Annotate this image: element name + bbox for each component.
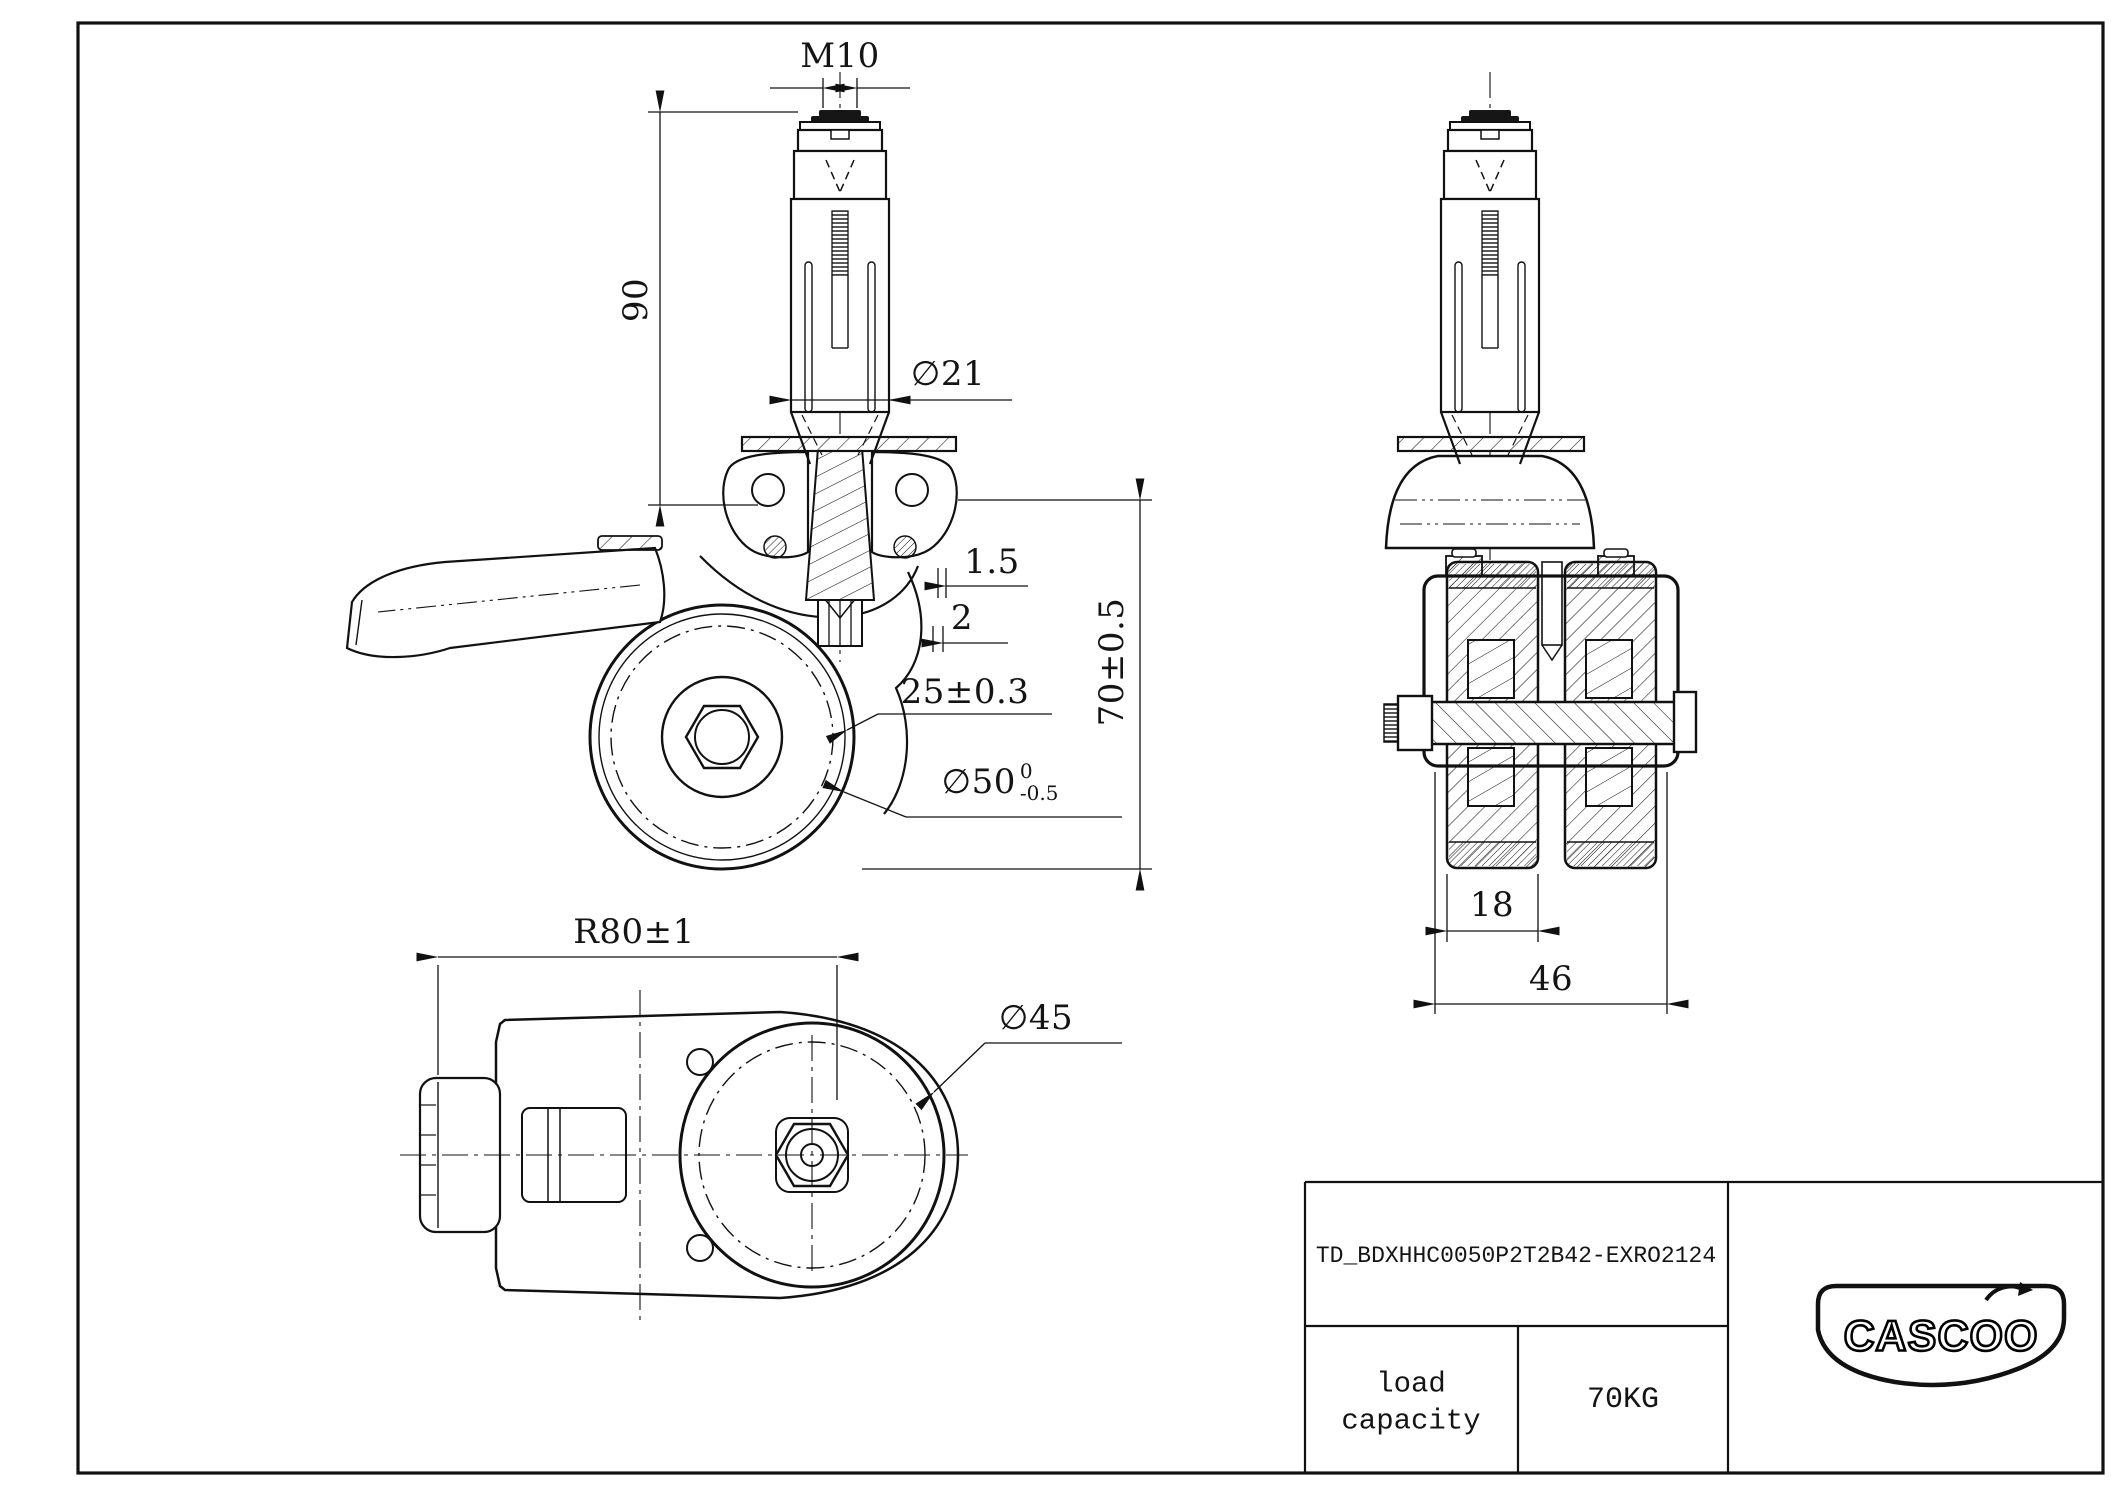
- dim-swivel-radius: R80±1: [573, 912, 695, 952]
- dim-gap-2: 2: [950, 598, 974, 638]
- dim-height-90: 90: [616, 277, 656, 323]
- side-view: [1384, 72, 1696, 1014]
- brand-name: CASCOO: [1842, 1312, 2040, 1361]
- dim-sleeve-dia: ∅21: [910, 354, 986, 394]
- dim-wheel-dia: [942, 760, 1059, 804]
- sheet-border: [78, 23, 2103, 1473]
- dim-wheel-dia-value: ∅50: [941, 762, 1016, 802]
- dim-wheel-tol-lower: -0.5: [1019, 781, 1059, 805]
- part-number: TD_BDXHHC0050P2T2B42-EXRO2124: [1315, 1243, 1717, 1269]
- dim-hub-dia: ∅45: [998, 998, 1074, 1038]
- dim-wheel-width-18: 18: [1469, 885, 1515, 925]
- load-capacity-value: 70KG: [1586, 1383, 1660, 1417]
- dim-m10: M10: [800, 36, 880, 76]
- front-view: [347, 72, 1152, 869]
- dim-wheel-tol-upper: 0: [1019, 759, 1033, 783]
- dim-total-height-70: 70±0.5: [1092, 597, 1132, 727]
- load-capacity-label-line1: load: [1376, 1367, 1446, 1401]
- dim-wheel-dia-tolerance: [1020, 760, 1059, 804]
- dim-offset-25: 25±0.3: [900, 672, 1030, 712]
- dim-overall-width-46: 46: [1528, 959, 1574, 999]
- dim-race-1-5: 1.5: [964, 542, 1020, 582]
- load-capacity-label-line2: capacity: [1341, 1404, 1481, 1438]
